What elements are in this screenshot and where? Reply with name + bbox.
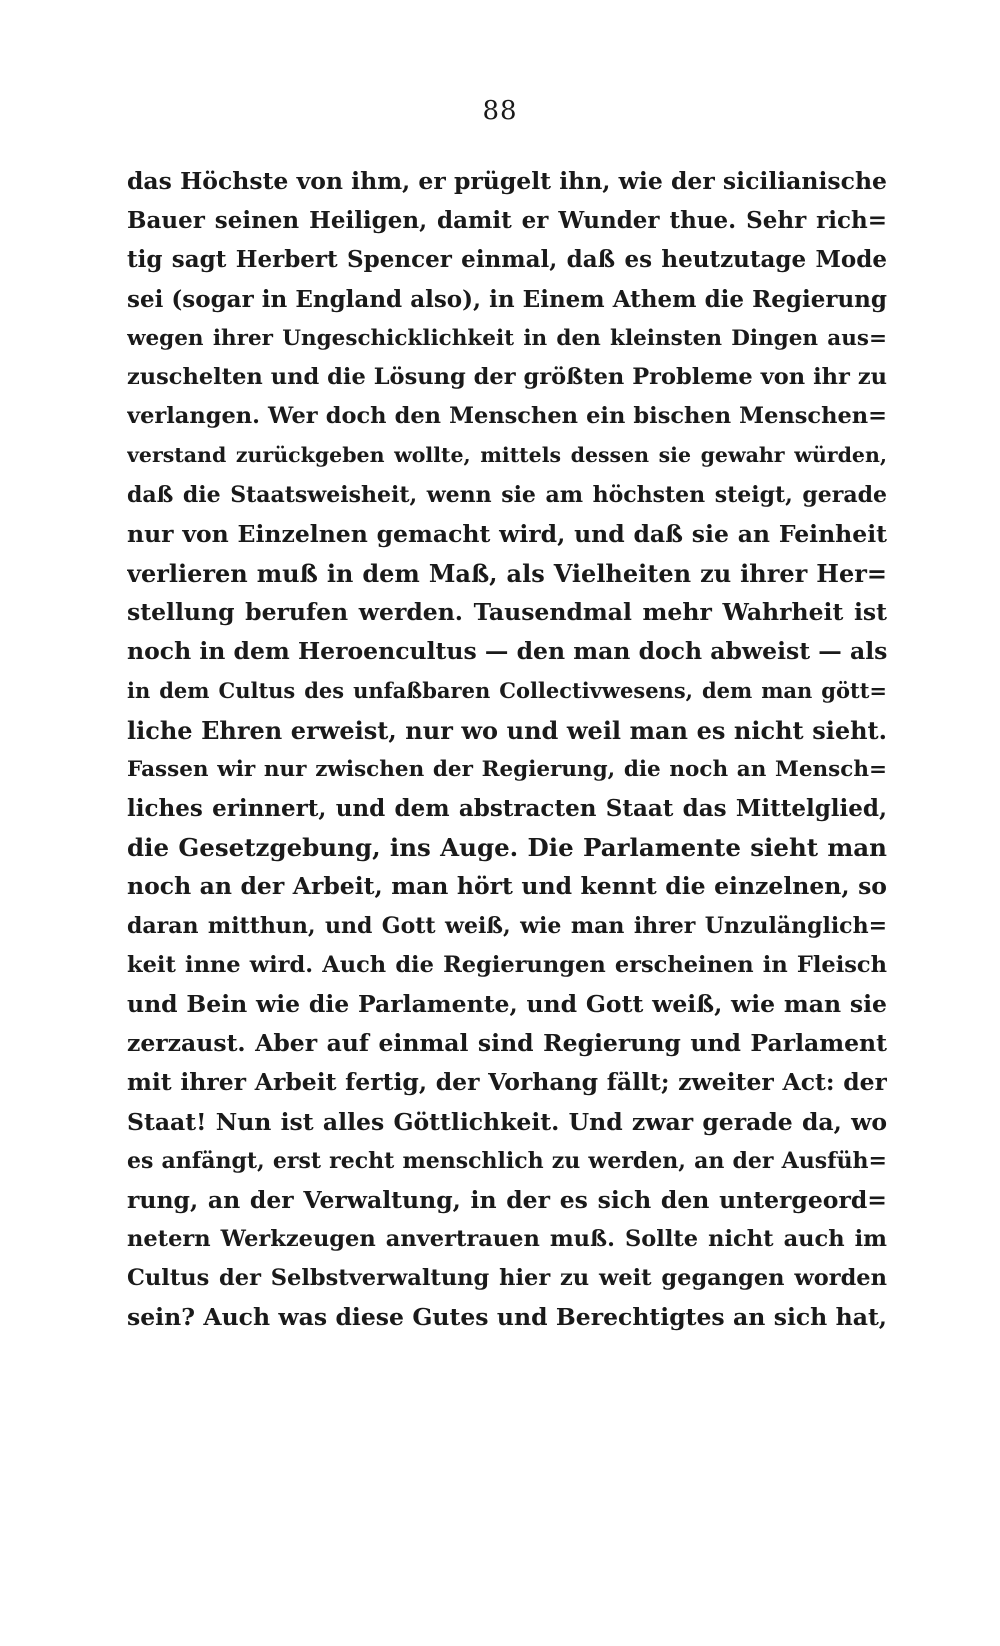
text-line: sei (sogar in England also), in Einem Athem die Regierung xyxy=(127,285,887,313)
text-line: zerzaust. Aber auf einmal sind Regierung und Parlament xyxy=(127,1029,887,1058)
text-line: liche Ehren erweist, nur wo und weil man es nicht sieht. xyxy=(127,715,887,745)
text-line: das Höchste von ihm, er prügelt ihn, wie der sicilianische xyxy=(127,167,887,195)
text-line: Cultus der Selbstverwaltung hier zu weit gegangen worden xyxy=(127,1265,887,1292)
text-line: daran mitthun, und Gott weiß, wie man ihrer Unzulänglich= xyxy=(127,912,887,939)
text-line: in dem Cultus des unfaßbaren Collectivwesens, dem man gött= xyxy=(127,678,887,704)
text-line: rung, an der Verwaltung, in der es sich den untergeord= xyxy=(127,1185,887,1214)
text-line: verlieren muß in dem Maß, als Vielheiten zu ihrer Her= xyxy=(127,558,887,588)
text-line: keit inne wird. Auch die Regierungen erscheinen in Fleisch xyxy=(127,951,887,978)
text-line: und Bein wie die Parlamente, und Gott weiß, wie man sie xyxy=(127,989,887,1018)
text-line: die Gesetzgebung, ins Auge. Die Parlamente sieht man xyxy=(127,833,887,863)
text-line: nur von Einzelnen gemacht wird, und daß sie an Feinheit xyxy=(127,519,887,548)
text-line: stellung berufen werden. Tausendmal mehr Wahrheit ist xyxy=(127,598,887,627)
text-line: es anfängt, erst recht menschlich zu werden, an der Ausfüh= xyxy=(127,1147,887,1174)
text-line: verstand zurückgeben wollte, mittels dessen sie gewahr würden, xyxy=(127,443,887,468)
text-line: daß die Staatsweisheit, wenn sie am höchsten steigt, gerade xyxy=(127,481,887,508)
text-line: wegen ihrer Ungeschicklichkeit in den kleinsten Dingen aus= xyxy=(127,325,887,351)
text-line: tig sagt Herbert Spencer einmal, daß es heutzutage Mode xyxy=(127,246,887,274)
body-text xyxy=(127,162,887,1338)
text-line: verlangen. Wer doch den Menschen ein bischen Menschen= xyxy=(127,403,887,430)
text-line: liches erinnert, und dem abstracten Staat das Mittelglied, xyxy=(127,795,887,822)
text-line: noch an der Arbeit, man hört und kennt die einzelnen, so xyxy=(127,872,887,901)
page-number: 88 xyxy=(482,96,518,126)
text-line: mit ihrer Arbeit fertig, der Vorhang fällt; zweiter Act: der xyxy=(127,1068,887,1097)
text-line: Fassen wir nur zwischen der Regierung, die noch an Mensch= xyxy=(127,756,887,782)
text-line: netern Werkzeugen anvertrauen muß. Sollte nicht auch im xyxy=(127,1226,887,1253)
text-line: zuschelten und die Lösung der größten Probleme von ihr zu xyxy=(127,363,887,390)
text-line: noch in dem Heroencultus — den man doch abweist — als xyxy=(127,637,887,666)
text-line: sein? Auch was diese Gutes und Berechtigtes an sich hat, xyxy=(127,1303,887,1332)
text-line: Staat! Nun ist alles Göttlichkeit. Und zwar gerade da, wo xyxy=(127,1107,887,1136)
text-line: Bauer seinen Heiligen, damit er Wunder thue. Sehr rich= xyxy=(127,207,887,235)
